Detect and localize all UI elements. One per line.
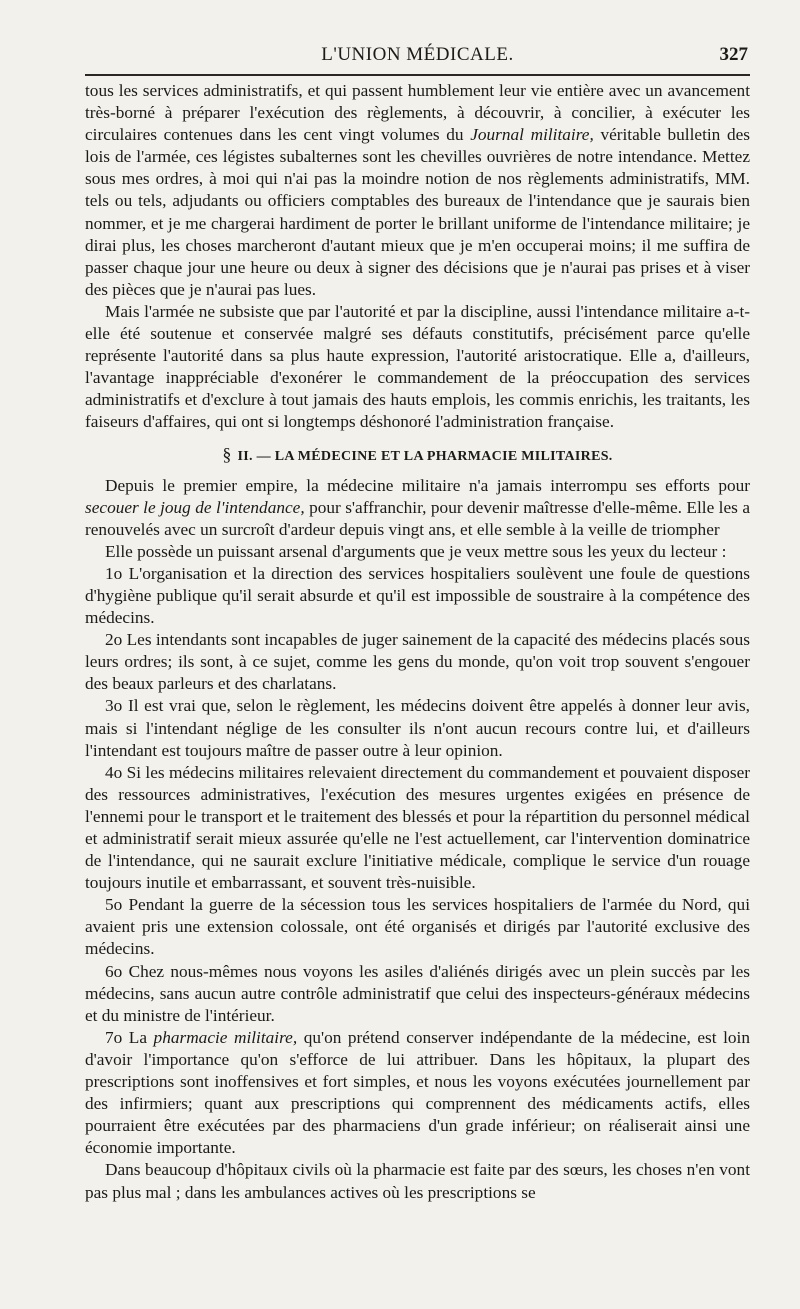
section-mark: § <box>222 443 232 464</box>
paragraph: 4o Si les médecins militaires relevaient directement du commandement et pouvaient disposer des ressources administratives, l'exécution des mesures urgentes exigées en présence de l'ennemi pour le transport et le traitement des blessés et pour la répartition du personnel médical et administratif serait mieux assurée qu'elle ne l'est actuellement, car l'intervention dominatrice de l'intendance, qui ne saurait exclure l'initiative médicale, complique le service d'un rouage toujours inutile et embarrassant, et souvent très-nuisible. <box>85 762 750 893</box>
paragraph: tous les services administratifs, et qui passent humblement leur vie entière avec un avancement très-borné à préparer l'exécution des règlements, à découvrir, à concilier, à exécuter les circulaires contenues dans les cent vingt volumes du Journal militaire, véritable bulletin des lois de l'armée, ces légistes subalternes sont les chevilles ouvrières de notre intendance. Mettez sous mes ordres, à moi qui n'ai pas la moindre notion de nos règlements administratifs, MM. tels ou tels, adjudants ou officiers comptables des bureaux de l'intendance que je saurais bien nommer, et je me chargerai hardiment de porter le brillant uniforme de l'intendance militaire; je dirai plus, les choses marcheront d'autant mieux que je m'en occuperai moins; il me suffira de passer chaque jour une heure ou deux à signer des décisions que je n'aurai pas prises et à viser des pièces que je n'aurai pas lues. <box>85 81 750 299</box>
section-heading: § II. — LA MÉDECINE ET LA PHARMACIE MILITAIRES. <box>222 443 613 464</box>
paragraph: 1o L'organisation et la direction des services hospitaliers soulèvent une foule de questions d'hygiène publique qu'il serait absurde et qu'il est impossible de soustraire à la compétence des médecins. <box>85 563 750 628</box>
paragraph: Elle possède un puissant arsenal d'arguments que je veux mettre sous les yeux du lecteur : <box>105 541 727 561</box>
page-number: 327 <box>719 44 748 65</box>
paragraph: Depuis le premier empire, la médecine militaire n'a jamais interrompu ses efforts pour secouer le joug de l'intendance, pour s'affranchir, pour devenir maîtresse d'elle-même. Elle les a renouvelés avec un surcroît d'ardeur depuis vingt ans, et elle semble à la veille de triompher <box>85 475 750 539</box>
paragraph: 5o Pendant la guerre de la sécession tous les services hospitaliers de l'armée du Nord, qui avaient pris une extension colossale, ont été organisés et dirigés par l'autorité exclusive des médecins. <box>85 895 750 959</box>
article-body <box>85 80 750 1204</box>
paragraph: 2o Les intendants sont incapables de juger sainement de la capacité des médecins placés sous leurs ordres; ils sont, à ce sujet, comme les gens du monde, qu'on voit trop souvent s'engouer des beaux parleurs et des charlatans. <box>85 630 750 694</box>
running-header <box>85 38 750 76</box>
paragraph: Dans beaucoup d'hôpitaux civils où la pharmacie est faite par des sœurs, les choses n'en vont pas plus mal ; dans les ambulances actives où les prescriptions se <box>85 1160 750 1202</box>
paragraph: 6o Chez nous-mêmes nous voyons les asiles d'aliénés dirigés avec un plein succès par les médecins, sans aucun autre contrôle administratif que celui des inspecteurs-généraux médecins et du ministre de l'intérieur. <box>85 961 750 1025</box>
paragraph: Mais l'armée ne subsiste que par l'autorité et par la discipline, aussi l'intendance militaire a-t-elle été soutenue et conservée malgré ses défauts constitutifs, précisément parce qu'elle représente l'autorité dans sa plus haute expression, l'autorité aristocratique. Elle a, d'ailleurs, l'avantage inappréciable d'exonérer le commandement de la préoccupation des services administratifs et d'exclure à tout jamais des hauts emplois, les commis enrichis, les traitants, les faiseurs d'affaires, qui ont si longtemps déshonoré l'administration française. <box>85 301 750 432</box>
paragraph: 3o Il est vrai que, selon le règlement, les médecins doivent être appelés à donner leur avis, mais si l'intendant néglige de les consulter ils n'ont aucun recours contre lui, et d'ailleurs l'intendant est toujours maître de passer outre à leur opinion. <box>85 696 750 760</box>
paragraph: 7o La pharmacie militaire, qu'on prétend conserver indépendante de la médecine, est loin d'avoir l'importance qu'on s'efforce de lui attribuer. Dans les hôpitaux, la plupart des prescriptions sont inoffensives et fort simples, et nous les voyons exécutées journellement par des infirmiers; quant aux prescriptions qui comprennent des médicaments actifs, elles pourraient être exécutées par des pharmaciens d'un grade inférieur; on réaliserait ainsi une économie importante. <box>85 1027 750 1158</box>
journal-title: L'UNION MÉDICALE. <box>321 44 514 65</box>
